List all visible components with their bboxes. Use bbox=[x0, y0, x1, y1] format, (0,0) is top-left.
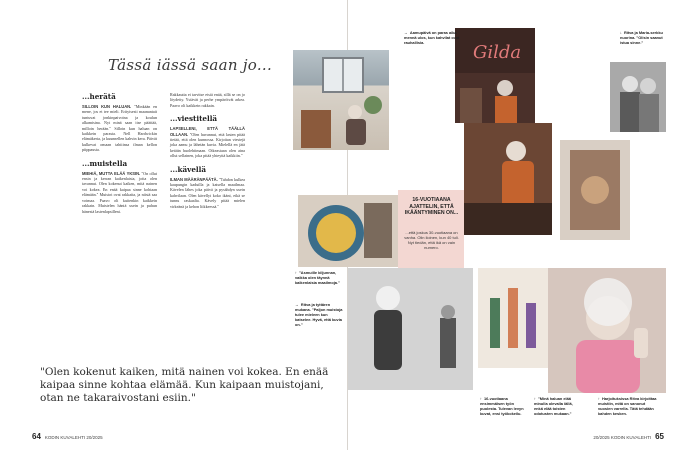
arrow-icon: → bbox=[295, 302, 299, 307]
highlight-body: ...että joskus 30-vuotiaana on vanha. Olin iloinen, kun 40 tuli. Nyt tiedän, että ikä on vain numero. bbox=[404, 230, 459, 250]
caption-text: Ritva ja Maria-serkku nuorina. "Olisin saanut istua sinne." bbox=[620, 30, 663, 45]
caption-text: Aamupäivä on paras aika mennä ulos, kun kahvilat ovat rauhallisia. bbox=[404, 30, 460, 45]
caption-bottom-b bbox=[534, 396, 578, 416]
folio-right bbox=[593, 432, 664, 441]
section-heading: ...viestitellä bbox=[170, 114, 218, 124]
folio-label: 20/2025 KODIN KUVALEHTI bbox=[593, 435, 652, 440]
caption-mid-left-b bbox=[295, 302, 343, 327]
folio-label: KODIN KUVALEHTI 20/2025 bbox=[44, 435, 103, 440]
arrow-icon: ↑ bbox=[480, 396, 482, 401]
photo-illustration bbox=[293, 50, 389, 150]
section-heading: ...kävellä bbox=[170, 164, 207, 174]
photo-jewelry-closeup bbox=[560, 140, 630, 240]
photo-illustration bbox=[348, 268, 473, 390]
caption-bottom-c bbox=[598, 396, 660, 416]
section-heading: ...herätä bbox=[82, 92, 116, 101]
page-title: Tässä iässä saan jo... bbox=[108, 56, 273, 74]
photo-illustration bbox=[298, 195, 398, 267]
section-body: "Tahdon kulkea kaupungin kaduilla ja katsella maailmaa. Kävelen lähes joka päivä ja pysähdyn usein kahvilaan. Olen kävellyt koko ikäni, eikä se tunnu raskaalta. Kävely pitää mielen virkeänä ja kehon liikkeessä." bbox=[170, 176, 245, 209]
photo-illustration bbox=[478, 268, 548, 368]
page-number: 65 bbox=[655, 432, 664, 441]
section-body: "Minkään en mene, jos et tee mieli. Erityisesti maanantait tuntuvat jonkinpaivoina ja koulun alkamisina. Nyt minä saan itse päättää, milloin herään." Silloin kun haluan on kaikkein parasta. Nell Hardwickin elämäkerta, ja kuunnellen kahvin kera. Päivät kulkevat omaan tahtiinsa ilman kellon piippausta. bbox=[82, 104, 157, 153]
section-text bbox=[170, 177, 245, 209]
caption-text: "Minä haluan elää minulla olevalla iällä, enkä elää toisten odotusten mukaan." bbox=[534, 396, 573, 416]
caption-top-center bbox=[404, 30, 462, 45]
section-heading: ...muistella bbox=[82, 158, 128, 168]
page-number: 64 bbox=[32, 432, 41, 441]
photo-illustration bbox=[455, 28, 535, 123]
caption-text: 16-vuotiaana ensimmäisen työn puolesta. Tulevan levyn kuvat, ensi työkokeilu. bbox=[480, 396, 524, 416]
caption-bottom-a bbox=[480, 396, 530, 416]
photo-woman-at-counter bbox=[464, 123, 552, 235]
article-column-2 bbox=[170, 92, 245, 212]
section-lead: SILLOIN KUN HALUAN. bbox=[82, 104, 132, 109]
arrow-icon: ↑ bbox=[295, 270, 297, 275]
section-text: Rakkautta ei tarvitse etsiä enää, sillä se on jo löydetty. Ystävät ja perhe ympäröivät arkea. Paavo oli kaikkein rakkain. bbox=[170, 92, 245, 108]
article-column-1 bbox=[82, 92, 157, 217]
photo-young-cousins-bw bbox=[610, 62, 666, 132]
photo-bw-dancer bbox=[348, 268, 473, 390]
svg-text:Gilda: Gilda bbox=[473, 42, 522, 63]
photo-framed-portrait bbox=[298, 195, 398, 267]
pull-quote: "Olen kokenut kaiken, mitä nainen voi kokea. En enää kaipaa sinne kohtaa elämää. Kun kaipaan muistojani, otan ne takaraivostani esiin." bbox=[40, 366, 329, 404]
section-text bbox=[82, 171, 157, 214]
caption-text: Harjoituksissa Ritva kirjoittaa muistiin, mitä on sanonut vuosien varrella. Tätä tehdään kahden kesken. bbox=[598, 396, 657, 416]
section-lead: MIEHIÄ, MUTTA ELÄÄ YKSIN. bbox=[82, 170, 141, 176]
photo-illustration bbox=[548, 268, 666, 393]
photo-smiling-portrait bbox=[548, 268, 666, 393]
section-lead: LAPSELLENI, ETTÄ TÄÄLLÄ OLLAAN. bbox=[170, 126, 245, 137]
arrow-icon: → bbox=[404, 30, 408, 35]
caption-mid-left-a bbox=[295, 270, 343, 285]
photo-window-reading bbox=[293, 50, 389, 150]
arrow-icon: ↑ bbox=[534, 396, 536, 401]
caption-text: "Asmuille kiljunnan, vaikka olen täynnä kaikenlaisia maailmoja." bbox=[295, 270, 340, 285]
section-body: "On ollut ensin ja kerran kaikenlaista, joita olen tavannut. Olen kokenut kaiken, mitä nainen voi kokea. En enää kaipaa sinne kohtaan elämään." Muistot ovat rakkaita, ja niistä saa voimaa. Paavo oli kuitenkin kaikkein rakkain. Muistelen häntä usein ja puhun hänestä lastenlapsilleni. bbox=[82, 170, 157, 214]
photo-bottles bbox=[478, 268, 548, 368]
caption-top-right bbox=[620, 30, 668, 45]
section-text bbox=[170, 126, 245, 158]
photo-illustration bbox=[464, 123, 552, 235]
arrow-icon: ↓ bbox=[620, 30, 622, 35]
section-body: "Olen huvannut, että lasten pitää tietää, että olen kunnossa. Kirjoitan viestejä joka aamu ja lähetän kuvia. Mielellä en jätä ketään huolehtimaan. Oikeastaan olen aina ollut sellainen, joka pitää yhteyttä kaikkiin." bbox=[170, 131, 245, 159]
arrow-icon: ↑ bbox=[598, 396, 600, 401]
caption-text: Ritva ja tyttären mukana. "Paljon muistoja tulee mieleen kun katselee. Hyvä, että kuvia on." bbox=[295, 302, 343, 327]
photo-cafe-neon bbox=[455, 28, 535, 123]
folio-left bbox=[32, 432, 103, 441]
photo-illustration bbox=[610, 62, 666, 132]
section-lead: ILMAN MÄÄRÄNPÄÄTÄ. bbox=[170, 176, 218, 182]
section-text bbox=[82, 104, 157, 153]
photo-illustration bbox=[560, 140, 630, 240]
highlight-headline: 16-VUOTIAANA AJATTELIN, ETTÄ IKÄÄNTYMINEN ON... bbox=[404, 197, 459, 217]
